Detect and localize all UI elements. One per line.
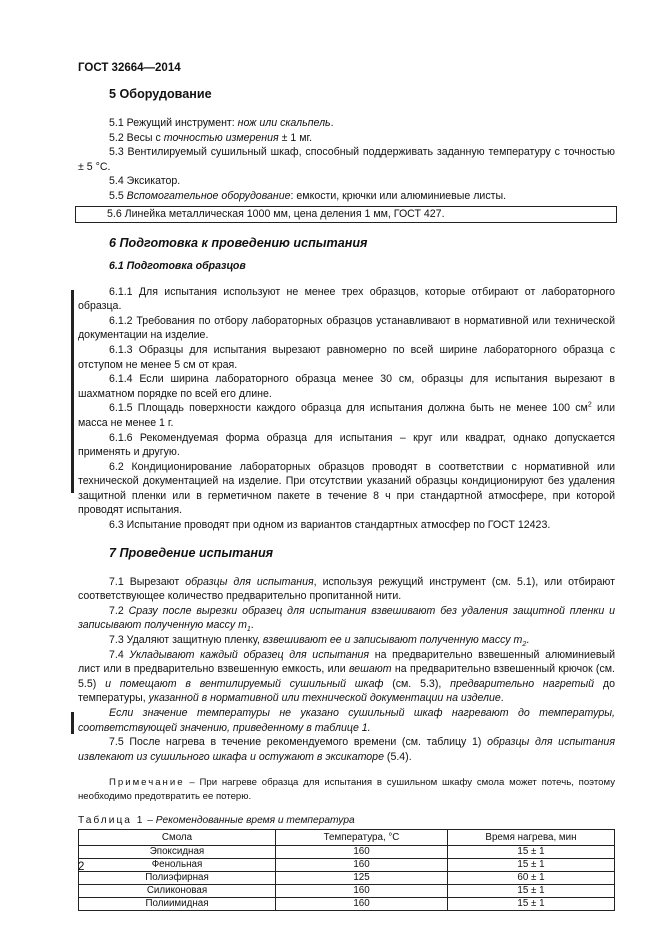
para-7-1: 7.1 Вырезают образцы для испытания, используя режущий инструмент (см. 5.1), или отбирают соответствующее количество предварительно пропитанной нити.: [78, 575, 615, 603]
note-text: – При нагреве образца для испытания в сушильном шкафу смола может потечь, поэтому необходимо предотвратить ее потерю.: [78, 777, 615, 802]
section-7-title: 7 Проведение испытания: [109, 545, 274, 560]
item-5-1: 5.1 Режущий инструмент: нож или скальпель.: [109, 117, 334, 129]
table-cell: 160: [276, 859, 448, 872]
table-cell: 15 ± 1: [448, 898, 615, 911]
table-cell: Фенольная: [79, 859, 276, 872]
para-6-3: 6.3 Испытание проводят при одном из вариантов стандартных атмосфер по ГОСТ 12423.: [109, 519, 551, 532]
table-row: [79, 885, 615, 898]
section-7-paragraphs: [78, 575, 615, 765]
item-5-6-boxed: 5.6 Линейка металлическая 1000 мм, цена деления 1 мм, ГОСТ 427.: [75, 206, 617, 223]
section-6-1-subtitle: 6.1 Подготовка образцов: [109, 259, 246, 272]
para-6-1-1: 6.1.1 Для испытания используют не менее трех образцов, которые отбирают от лабораторного образца.: [78, 285, 615, 313]
page-number: 2: [78, 861, 85, 873]
table-cell: Полиимидная: [79, 898, 276, 911]
table-header-cell: Смола: [79, 830, 276, 846]
table-caption: Таблица 1 – Рекомендованные время и температура: [78, 815, 355, 827]
document-body: [78, 86, 615, 911]
table-header-row: [79, 830, 615, 846]
para-6-1-6: 6.1.6 Рекомендуемая форма образца для испытания – круг или квадрат, однако допускается применять и другую.: [78, 431, 615, 459]
table-row: [79, 859, 615, 872]
section-5-items: [78, 116, 615, 223]
table-row: [79, 898, 615, 911]
para-6-1-3: 6.1.3 Образцы для испытания вырезают равномерно по всей ширине лабораторного образца с отступом не менее 5 см от края.: [78, 343, 615, 371]
para-6-2: 6.2 Кондиционирование лабораторных образцов проводят в соответствии с нормативной или технической документацией на изделие. При отсутствии указаний образцы кондиционируют без удаления защитной пленки или в герметичном пакете в течение 8 ч при стандартной атмосфере, при которой проводят испытания.: [78, 460, 615, 517]
para-7-4: 7.4 Укладывают каждый образец для испытания на предварительно взвешенный алюминиевый лист или в предварительно взвешенную емкость, или вешают на предварительно взвешенный крючок (см. 5.5) и помещают в вентилируемый сушильный шкаф (см. 5.3), предварительно нагретый до температуры, указанной в нормативной или технической документации на изделие.: [78, 648, 615, 705]
table-cell: Эпоксидная: [79, 846, 276, 859]
para-6-1-2: 6.1.2 Требования по отбору лабораторных образцов устанавливают в нормативной или технической документации на изделие.: [78, 314, 615, 342]
para-7-4-temperature: Если значение температуры не указано сушильный шкаф нагревают до температуры, соответствующей значению, приведенному в таблице 1.: [78, 707, 615, 734]
table-cell: 60 ± 1: [448, 872, 615, 885]
note: [78, 776, 615, 803]
table-cell: 160: [276, 885, 448, 898]
para-7-5: 7.5 После нагрева в течение рекомендуемого времени (см. таблицу 1) образцы для испытания извлекают из сушильного шкафа и остужают в эксикаторе (5.4).: [78, 736, 615, 763]
table-row: [79, 846, 615, 859]
table-cell: 160: [276, 898, 448, 911]
table-cell: 125: [276, 872, 448, 885]
table-cell: 15 ± 1: [448, 846, 615, 859]
table-cell: 15 ± 1: [448, 859, 615, 872]
item-5-2: 5.2 Весы с точностью измерения ± 1 мг.: [109, 131, 313, 144]
para-6-1-4: 6.1.4 Если ширина лабораторного образца менее 30 см, образцы для испытания вырезают в шахматном порядке по всей его длине.: [78, 373, 615, 400]
section-5-title: 5 Оборудование: [109, 87, 212, 101]
item-5-4: 5.4 Эксикатор.: [109, 175, 181, 188]
para-6-1-5: 6.1.5 Площадь поверхности каждого образца для испытания должна быть не менее 100 $см^2$ или масса не менее 1 г.: [78, 401, 615, 429]
resin-table: [78, 829, 615, 911]
para-7-2: 7.2 Сразу после вырезки образец для испытания взвешивают без удаления защитной пленки и записывают полученную массу $m_1$.: [78, 604, 615, 634]
table-cell: Полиэфирная: [79, 872, 276, 885]
change-bar: [71, 290, 74, 493]
section-6-title: 6 Подготовка к проведению испытания: [109, 235, 368, 250]
table-cell: 160: [276, 846, 448, 859]
section-6-paragraphs: [78, 285, 615, 533]
table-header-cell: Время нагрева, мин: [448, 830, 615, 846]
note-label: Примечание: [109, 777, 185, 789]
table-cell: 15 ± 1: [448, 885, 615, 898]
table-cell: Силиконовая: [79, 885, 276, 898]
item-5-5: 5.5 Вспомогательное оборудование: емкости, крючки или алюминиевые листы.: [109, 189, 507, 202]
item-5-3: 5.3 Вентилируемый сушильный шкаф, способный поддерживать заданную температуру с точностью ± 5 °С.: [78, 146, 615, 173]
document-header: ГОСТ 32664—2014: [78, 62, 181, 74]
table-header-cell: Температура, °С: [276, 830, 448, 846]
para-7-3: 7.3 Удаляют защитную пленку, взвешивают ее и записывают полученную массу $m_2$.: [109, 634, 530, 649]
change-bar: [71, 712, 74, 734]
table-row: [79, 872, 615, 885]
